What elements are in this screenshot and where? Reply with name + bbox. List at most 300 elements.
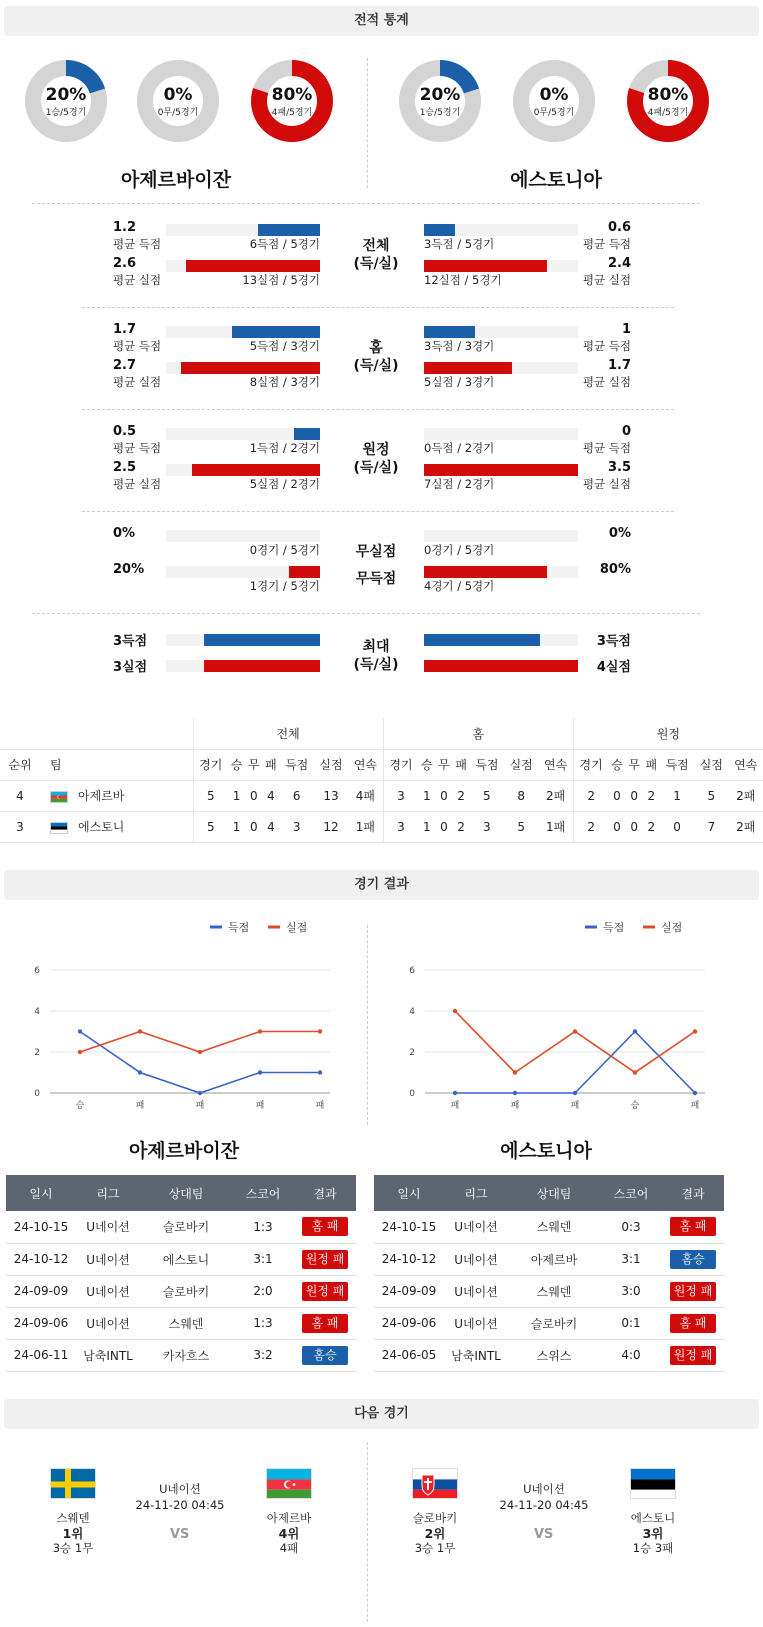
stat-cell: 1패 xyxy=(538,811,573,842)
result-cell: 3:1 xyxy=(232,1243,294,1275)
stat-value-right: 2.4 xyxy=(607,256,631,271)
result-cell: 슬로바키 xyxy=(140,1211,232,1243)
category-label-sub: (득/실) xyxy=(353,460,399,476)
chart-left xyxy=(0,915,370,1115)
stat-detail-left: 8실점 / 3경기 xyxy=(249,375,320,389)
column-header: 실점 xyxy=(504,749,538,780)
result-cell: 24-10-12 xyxy=(6,1243,76,1275)
result-cell: 24-09-06 xyxy=(374,1307,444,1339)
stat-cell: 8 xyxy=(504,780,538,811)
team-rank: 4위 xyxy=(278,1526,300,1541)
stat-cell: 3 xyxy=(280,811,314,842)
bar-right xyxy=(424,224,455,236)
result-cell: U네이션 xyxy=(76,1243,140,1275)
divider xyxy=(32,203,700,204)
team-cell xyxy=(40,780,193,811)
result-cell: 에스토니 xyxy=(140,1243,232,1275)
team-name-right: 에스토니아 xyxy=(510,169,602,191)
donut-subtitle: 0무/5경기 xyxy=(157,108,199,118)
stat-cell: 2 xyxy=(643,780,660,811)
column-header: 연속 xyxy=(538,749,573,780)
result-cell xyxy=(662,1243,724,1275)
column-header: 연속 xyxy=(348,749,383,780)
rank-cell: 4 xyxy=(0,780,40,811)
bar-track-right xyxy=(424,428,578,440)
team-name: 스웨덴 xyxy=(56,1511,90,1525)
donut-percent: 0% xyxy=(539,85,569,105)
result-cell: 카자흐스 xyxy=(140,1339,232,1371)
data-point xyxy=(138,1070,142,1074)
data-point xyxy=(318,1070,322,1074)
data-point xyxy=(318,1029,322,1033)
result-cell: 2:0 xyxy=(232,1275,294,1307)
bar-right xyxy=(424,326,475,338)
result-badge: 원정 패 xyxy=(302,1282,348,1301)
bar-left xyxy=(204,634,320,646)
stat-cell: 0 xyxy=(435,780,452,811)
result-badge: 홈 패 xyxy=(302,1217,348,1236)
result-row xyxy=(6,1243,356,1275)
bar-left xyxy=(186,260,320,272)
result-row xyxy=(6,1307,356,1339)
y-tick-label: 2 xyxy=(34,1048,40,1058)
bar-track-right xyxy=(424,530,578,542)
stat-label-left: 평균 실점 xyxy=(113,375,162,389)
legend-label: 득점 xyxy=(603,921,625,934)
data-point xyxy=(258,1070,262,1074)
data-point xyxy=(78,1050,82,1054)
ee-flag-icon xyxy=(630,1468,676,1499)
stat-label-left: 평균 실점 xyxy=(113,273,162,287)
results-header: 상대팀 xyxy=(140,1175,232,1211)
group-header: 홈 xyxy=(383,718,573,749)
result-badge: 홈 패 xyxy=(670,1217,716,1236)
team-header: 팀 xyxy=(40,749,193,780)
results-header: 리그 xyxy=(76,1175,140,1211)
result-cell: 0:3 xyxy=(600,1211,662,1243)
stat-cell: 3 xyxy=(383,780,418,811)
team-name: 아제르바 xyxy=(78,789,125,803)
donut-subtitle: 4패/5경기 xyxy=(647,108,689,118)
stat-value-right: 0 xyxy=(621,424,631,439)
stat-value-right: 80% xyxy=(599,562,631,577)
result-row xyxy=(6,1211,356,1243)
column-header: 승 xyxy=(608,749,625,780)
x-tick-label: 패 xyxy=(315,1101,325,1111)
stat-label-left: 평균 득점 xyxy=(113,339,162,353)
stat-cell: 4 xyxy=(262,780,279,811)
result-badge: 원정 패 xyxy=(302,1250,348,1269)
result-cell: 24-10-15 xyxy=(6,1211,76,1243)
standings-table xyxy=(0,718,763,843)
result-cell: 스웨덴 xyxy=(508,1275,600,1307)
stat-label-right: 평균 실점 xyxy=(582,273,631,287)
result-cell: U네이션 xyxy=(444,1275,508,1307)
stat-detail-right: 3득점 / 3경기 xyxy=(424,339,495,353)
max-value-left: 3실점 xyxy=(113,660,148,675)
y-tick-label: 0 xyxy=(34,1089,40,1099)
result-cell: U네이션 xyxy=(76,1211,140,1243)
rank-cell: 3 xyxy=(0,811,40,842)
stat-value-left: 1.7 xyxy=(113,322,137,337)
result-cell: 3:2 xyxy=(232,1339,294,1371)
result-row xyxy=(374,1339,724,1371)
x-tick-label: 패 xyxy=(690,1101,700,1111)
stat-cell: 5 xyxy=(193,811,228,842)
x-tick-label: 패 xyxy=(570,1101,580,1111)
category-label: 전체 xyxy=(362,238,390,254)
legend-label: 득점 xyxy=(228,921,250,934)
bar-left xyxy=(258,224,320,236)
x-tick-label: 패 xyxy=(450,1101,460,1111)
stat-value-left: 0.5 xyxy=(113,424,137,439)
stat-cell: 0 xyxy=(435,811,452,842)
series-line-1 xyxy=(455,1011,695,1073)
stat-label-left: 평균 득점 xyxy=(113,441,162,455)
column-header: 무 xyxy=(626,749,643,780)
stat-cell: 2 xyxy=(453,780,470,811)
stat-detail-right: 12실점 / 5경기 xyxy=(424,273,502,287)
stat-value-left: 20% xyxy=(113,562,145,577)
donut-subtitle: 1승/5경기 xyxy=(45,108,87,118)
result-cell: 0:1 xyxy=(600,1307,662,1339)
result-cell xyxy=(662,1211,724,1243)
result-cell: U네이션 xyxy=(444,1243,508,1275)
standings-row xyxy=(0,811,763,842)
stat-cell: 1 xyxy=(660,780,694,811)
stat-value-left: 2.5 xyxy=(113,460,137,475)
group-header: 전체 xyxy=(193,718,383,749)
stat-cell: 1 xyxy=(418,811,435,842)
chart-right xyxy=(375,915,745,1115)
result-cell: 스웨덴 xyxy=(508,1211,600,1243)
team-record: 3승 1무 xyxy=(414,1541,456,1555)
column-header: 경기 xyxy=(193,749,228,780)
category-label: 최대 xyxy=(362,639,390,655)
stat-label-right: 평균 득점 xyxy=(582,237,631,251)
stat-cell: 4 xyxy=(262,811,279,842)
divider xyxy=(367,925,368,1125)
divider xyxy=(32,613,700,614)
legend-label: 실점 xyxy=(661,921,683,934)
category-label: 무실점 xyxy=(355,544,397,560)
column-header: 득점 xyxy=(470,749,504,780)
result-cell: U네이션 xyxy=(444,1307,508,1339)
result-cell: 슬로바키 xyxy=(140,1275,232,1307)
result-cell: 스웨덴 xyxy=(140,1307,232,1339)
legend-label: 실점 xyxy=(286,921,308,934)
result-badge: 홈승 xyxy=(302,1346,348,1365)
result-cell: 24-10-15 xyxy=(374,1211,444,1243)
data-point xyxy=(633,1029,637,1033)
result-cell: 24-09-09 xyxy=(374,1275,444,1307)
bar-right xyxy=(424,260,547,272)
ee-flag-icon xyxy=(50,822,68,834)
stat-cell: 5 xyxy=(694,780,728,811)
result-badge: 원정 패 xyxy=(670,1282,716,1301)
stat-label-right: 평균 득점 xyxy=(582,339,631,353)
column-header: 경기 xyxy=(573,749,608,780)
stat-cell: 0 xyxy=(608,811,625,842)
rank-header: 순위 xyxy=(0,749,40,780)
series-line-1 xyxy=(80,1032,320,1053)
result-cell xyxy=(662,1307,724,1339)
result-cell: 24-06-05 xyxy=(374,1339,444,1371)
result-row xyxy=(374,1275,724,1307)
stat-label-right: 평균 실점 xyxy=(582,375,631,389)
data-point xyxy=(138,1029,142,1033)
result-cell: 스위스 xyxy=(508,1339,600,1371)
y-tick-label: 4 xyxy=(34,1007,40,1017)
result-cell: 3:0 xyxy=(600,1275,662,1307)
result-cell: 3:1 xyxy=(600,1243,662,1275)
data-point xyxy=(633,1070,637,1074)
data-point xyxy=(513,1091,517,1095)
donut-subtitle: 0무/5경기 xyxy=(533,108,575,118)
stat-cell: 5 xyxy=(193,780,228,811)
team-header-blank xyxy=(40,718,193,749)
x-tick-label: 패 xyxy=(135,1101,145,1111)
y-tick-label: 4 xyxy=(409,1007,415,1017)
bar-track-left xyxy=(166,530,320,542)
column-header: 경기 xyxy=(383,749,418,780)
stat-value-right: 0.6 xyxy=(607,220,631,235)
section-title-results: 경기 결과 xyxy=(4,870,759,900)
team-name: 에스토니 xyxy=(630,1511,676,1525)
column-header: 무 xyxy=(435,749,452,780)
donut-right-1 xyxy=(512,59,596,143)
max-value-left: 3득점 xyxy=(113,634,148,649)
data-point xyxy=(573,1029,577,1033)
stat-value-right: 3.5 xyxy=(607,460,631,475)
data-point xyxy=(573,1091,577,1095)
result-cell: 24-09-06 xyxy=(6,1307,76,1339)
section-title-next: 다음 경기 xyxy=(4,1399,759,1429)
stat-detail-left: 5득점 / 3경기 xyxy=(249,339,320,353)
stat-cell: 2 xyxy=(573,780,608,811)
divider xyxy=(82,409,674,410)
stat-cell: 0 xyxy=(245,811,262,842)
stat-cell: 5 xyxy=(470,780,504,811)
stat-cell: 2패 xyxy=(729,811,763,842)
team-rank: 2위 xyxy=(424,1526,446,1541)
result-row xyxy=(6,1275,356,1307)
x-tick-label: 승 xyxy=(75,1101,85,1111)
data-point xyxy=(198,1050,202,1054)
results-header: 결과 xyxy=(662,1175,724,1211)
result-row xyxy=(374,1211,724,1243)
column-header: 득점 xyxy=(280,749,314,780)
match-league: U네이션 xyxy=(523,1482,565,1496)
stat-value-right: 0% xyxy=(608,526,631,541)
stat-detail-right: 5실점 / 3경기 xyxy=(424,375,495,389)
sk-flag-icon xyxy=(412,1468,458,1499)
stat-value-left: 0% xyxy=(113,526,136,541)
donut-percent: 20% xyxy=(45,85,87,105)
results-header: 스코어 xyxy=(232,1175,294,1211)
result-cell: U네이션 xyxy=(76,1307,140,1339)
stat-cell: 0 xyxy=(660,811,694,842)
data-point xyxy=(513,1070,517,1074)
column-header: 승 xyxy=(228,749,245,780)
column-header: 실점 xyxy=(694,749,728,780)
stat-detail-right: 0득점 / 2경기 xyxy=(424,441,495,455)
stat-cell: 2 xyxy=(643,811,660,842)
stat-label-right: 평균 득점 xyxy=(582,441,631,455)
stat-detail-right: 0경기 / 5경기 xyxy=(424,543,495,557)
bar-right xyxy=(424,660,578,672)
results-header: 리그 xyxy=(444,1175,508,1211)
column-header: 연속 xyxy=(729,749,763,780)
result-cell: 남축INTL xyxy=(444,1339,508,1371)
donut-left-2 xyxy=(250,59,334,143)
stat-cell: 7 xyxy=(694,811,728,842)
bar-right xyxy=(424,634,540,646)
stat-detail-left: 0경기 / 5경기 xyxy=(249,543,320,557)
bar-left xyxy=(294,428,320,440)
group-header: 원정 xyxy=(573,718,763,749)
category-label: 홈 xyxy=(369,340,383,356)
result-cell: 1:3 xyxy=(232,1211,294,1243)
data-point xyxy=(693,1091,697,1095)
column-header: 패 xyxy=(453,749,470,780)
result-cell: 슬로바키 xyxy=(508,1307,600,1339)
stat-cell: 1 xyxy=(228,811,245,842)
stat-cell: 12 xyxy=(314,811,348,842)
team-name: 슬로바키 xyxy=(412,1511,458,1525)
data-point xyxy=(78,1029,82,1033)
result-cell xyxy=(294,1243,356,1275)
column-header: 패 xyxy=(262,749,279,780)
bar-left xyxy=(289,566,320,578)
section-title-stats: 전적 통계 xyxy=(4,6,759,36)
stat-value-left: 1.2 xyxy=(113,220,137,235)
stat-detail-right: 7실점 / 2경기 xyxy=(424,477,495,491)
stat-detail-left: 6득점 / 5경기 xyxy=(249,237,320,251)
result-row xyxy=(374,1243,724,1275)
az-flag-icon xyxy=(266,1468,312,1499)
vs-label: VS xyxy=(534,1527,554,1542)
divider xyxy=(82,307,674,308)
stat-cell: 0 xyxy=(626,811,643,842)
bar-left xyxy=(232,326,320,338)
team-cell xyxy=(40,811,193,842)
results-table-right xyxy=(374,1175,724,1372)
stat-cell: 5 xyxy=(504,811,538,842)
stat-label-left: 평균 실점 xyxy=(113,477,162,491)
y-tick-label: 6 xyxy=(34,966,40,976)
team-record: 4패 xyxy=(279,1541,299,1555)
team-record: 1승 3패 xyxy=(632,1541,674,1555)
stat-detail-left: 1득점 / 2경기 xyxy=(249,441,320,455)
az-flag-icon xyxy=(50,791,68,803)
team-name: 에스토니 xyxy=(78,820,125,834)
team-rank: 1위 xyxy=(62,1526,84,1541)
stat-detail-left: 13실점 / 5경기 xyxy=(242,273,320,287)
donut-percent: 20% xyxy=(419,85,461,105)
bar-right xyxy=(424,464,578,476)
result-cell: 남축INTL xyxy=(76,1339,140,1371)
stat-cell: 3 xyxy=(470,811,504,842)
stat-cell: 0 xyxy=(626,780,643,811)
result-row xyxy=(374,1307,724,1339)
data-point xyxy=(693,1029,697,1033)
stat-cell: 2 xyxy=(573,811,608,842)
column-header: 실점 xyxy=(314,749,348,780)
category-label-sub: (득/실) xyxy=(353,657,399,673)
result-cell: U네이션 xyxy=(76,1275,140,1307)
results-header: 결과 xyxy=(294,1175,356,1211)
donut-right-2 xyxy=(626,59,710,143)
column-header: 패 xyxy=(643,749,660,780)
series-line-0 xyxy=(80,1032,320,1094)
divider xyxy=(367,58,368,188)
chart-title-left: 아제르바이잔 xyxy=(128,1140,240,1162)
se-flag-icon xyxy=(50,1468,96,1499)
result-cell: 24-10-12 xyxy=(374,1243,444,1275)
donut-right-0 xyxy=(398,59,482,143)
max-value-right: 4실점 xyxy=(596,660,631,675)
stat-cell: 4패 xyxy=(348,780,383,811)
result-badge: 원정 패 xyxy=(670,1346,716,1365)
team-rank: 3위 xyxy=(642,1526,664,1541)
result-cell: 24-09-09 xyxy=(6,1275,76,1307)
team-name-left: 아제르바이잔 xyxy=(120,169,232,191)
result-cell xyxy=(294,1307,356,1339)
result-cell xyxy=(294,1211,356,1243)
category-label: 원정 xyxy=(362,442,390,458)
donut-left-0 xyxy=(24,59,108,143)
rank-header-blank xyxy=(0,718,40,749)
column-header: 무 xyxy=(245,749,262,780)
stat-cell: 6 xyxy=(280,780,314,811)
stat-cell: 1패 xyxy=(348,811,383,842)
stat-cell: 2패 xyxy=(729,780,763,811)
stat-detail-right: 4경기 / 5경기 xyxy=(424,579,495,593)
donut-percent: 80% xyxy=(271,85,313,105)
stat-cell: 2패 xyxy=(538,780,573,811)
match-time: 24-11-20 04:45 xyxy=(499,1498,589,1512)
max-value-right: 3득점 xyxy=(596,634,631,649)
result-cell: 아제르바 xyxy=(508,1243,600,1275)
stat-label-right: 평균 실점 xyxy=(582,477,631,491)
result-cell: 24-06-11 xyxy=(6,1339,76,1371)
match-time: 24-11-20 04:45 xyxy=(135,1498,225,1512)
bar-left xyxy=(181,362,320,374)
data-point xyxy=(453,1091,457,1095)
divider xyxy=(82,511,674,512)
team-name: 아제르바 xyxy=(266,1511,312,1525)
series-line-0 xyxy=(455,1032,695,1094)
stat-cell: 3 xyxy=(383,811,418,842)
match-league: U네이션 xyxy=(159,1482,201,1496)
donut-percent: 80% xyxy=(647,85,689,105)
y-tick-label: 6 xyxy=(409,966,415,976)
stat-label-left: 평균 득점 xyxy=(113,237,162,251)
stat-detail-left: 1경기 / 5경기 xyxy=(249,579,320,593)
chart-title-right: 에스토니아 xyxy=(500,1140,592,1162)
results-header: 상대팀 xyxy=(508,1175,600,1211)
y-tick-label: 2 xyxy=(409,1048,415,1058)
stat-cell: 2 xyxy=(453,811,470,842)
data-point xyxy=(453,1009,457,1013)
result-cell: 1:3 xyxy=(232,1307,294,1339)
result-cell: 4:0 xyxy=(600,1339,662,1371)
stat-value-right: 1 xyxy=(621,322,631,337)
bar-right xyxy=(424,362,512,374)
donut-percent: 0% xyxy=(163,85,193,105)
result-badge: 홈 패 xyxy=(670,1314,716,1333)
